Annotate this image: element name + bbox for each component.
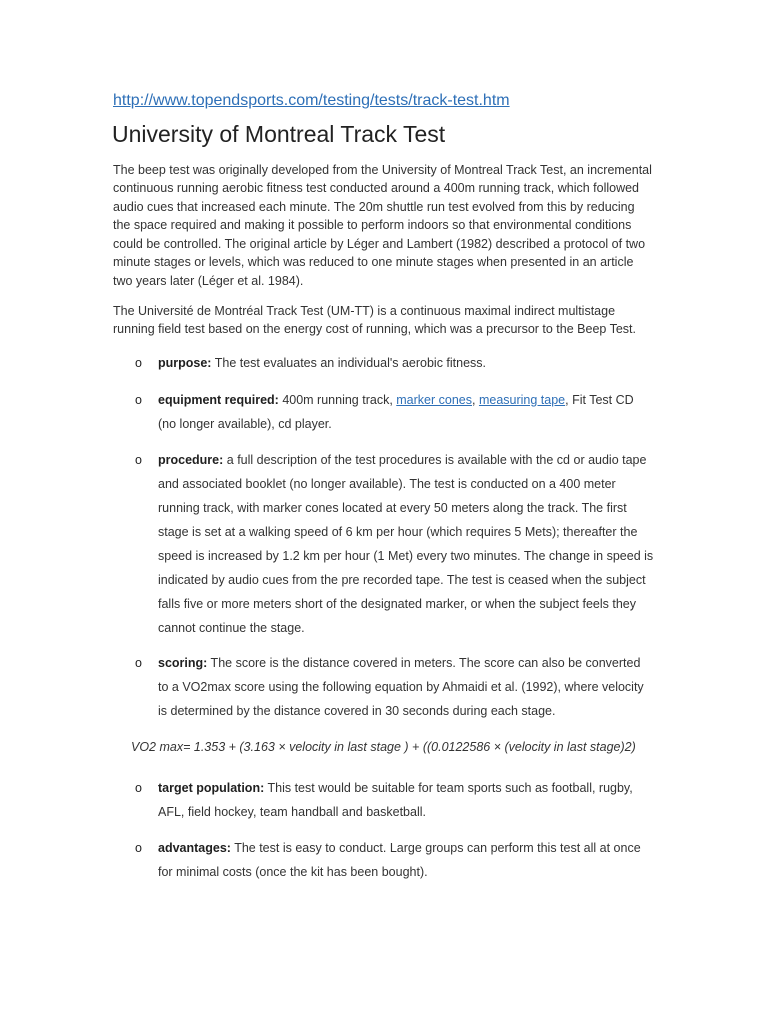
item-text: , Fit Test CD: [565, 393, 634, 407]
list-item-purpose: [135, 351, 755, 375]
intro-paragraph-1: [113, 161, 652, 291]
bullet-marker: o: [135, 841, 142, 855]
bullet-marker: o: [135, 356, 142, 370]
list-item-text: [158, 351, 755, 375]
paragraph-line: The Université de Montréal Track Test (UM-TT) is a continuous maximal indirect multistage: [113, 303, 616, 318]
list-item-line: running track, with marker cones located at every 50 meters along the track. The first: [158, 501, 627, 515]
paragraph-line: The beep test was originally developed from the University of Montreal Track Test, an incremental: [113, 162, 652, 177]
list-item-text: [158, 388, 755, 436]
list-item-scoring: [135, 651, 755, 723]
list-item-line: AFL, field hockey, team handball and basketball.: [158, 805, 426, 819]
paragraph-line: two years later (Léger et al. 1984).: [113, 273, 304, 288]
paragraph-line: continuous running aerobic fitness test conducted around a 400m running track, which followed: [113, 181, 640, 195]
list-item-line: [158, 651, 755, 675]
list-item-text: [158, 651, 755, 723]
list-item-line: (no longer available), cd player.: [158, 417, 332, 431]
measuring-tape-link[interactable]: measuring tape: [478, 393, 566, 407]
list-item-line: falls five or more meters short of the designated marker, or when the subject feels they: [158, 597, 637, 611]
list-item-line: [158, 351, 755, 375]
item-label: equipment required:: [158, 393, 279, 407]
item-label: scoring:: [158, 656, 208, 670]
marker-cones-link[interactable]: marker cones: [396, 393, 472, 407]
list-item-advantages: [135, 836, 755, 884]
intro-paragraph-2: [113, 302, 636, 339]
item-label: target population:: [158, 781, 265, 795]
list-item-text: [158, 776, 755, 824]
source-url-link[interactable]: http://www.topendsports.com/testing/tests/track-test.htm: [113, 92, 510, 109]
list-item-line: [158, 836, 755, 860]
paragraph-line: could be controlled. The original article by Léger and Lambert (1982) described a protocol of two: [113, 236, 646, 251]
paragraph-line: the space required and making it possible to perform indoors so that environmental conditions: [113, 218, 632, 232]
page-title: University of Montreal Track Test: [112, 121, 446, 147]
list-item-line: for minimal costs (once the kit has been bought).: [158, 865, 428, 879]
item-text: The test evaluates an individual's aerobic fitness.: [211, 356, 487, 370]
item-label: purpose:: [158, 356, 212, 370]
list-item-target-population: [135, 776, 755, 824]
bullet-marker: o: [135, 656, 142, 670]
list-item-line: is determined by the distance covered in 30 seconds during each stage.: [158, 704, 556, 718]
list-item-text: [158, 448, 755, 640]
list-item-equipment: [135, 388, 755, 436]
list-item-procedure: [135, 448, 755, 640]
item-text: 400m running track,: [278, 393, 397, 407]
paragraph-line: audio cues that increased each minute. The 20m shuttle run test evolved from this by reducing: [113, 199, 635, 214]
paragraph-line: minute stages or levels, which was reduced to one minute stages when presented in an article: [113, 255, 634, 269]
list-item-text: [158, 836, 755, 884]
vo2max-equation: VO2 max= 1.353 + (3.163 × velocity in last stage ) + ((0.0122586 × (velocity in last stage)2): [131, 740, 636, 754]
bullet-marker: o: [135, 393, 142, 407]
item-text: The score is the distance covered in meters. The score can also be converted: [207, 656, 641, 670]
list-item-line: to a VO2max score using the following equation by Ahmaidi et al. (1992), where velocity: [158, 680, 644, 694]
item-label: procedure:: [158, 453, 224, 467]
item-text: ,: [472, 393, 479, 407]
list-item-line: and associated booklet (no longer available). The test is conducted on a 400 meter: [158, 477, 616, 491]
list-item-line: [158, 388, 755, 412]
item-text: The test is easy to conduct. Large groups can perform this test all at once: [230, 841, 641, 855]
item-label: advantages:: [158, 841, 231, 855]
item-text: This test would be suitable for team sports such as football, rugby,: [264, 781, 633, 795]
item-text: a full description of the test procedures is available with the cd or audio tape: [223, 453, 647, 467]
list-item-line: speed is increased by 1.2 km per hour (1 Met) every two minutes. The change in speed is: [158, 549, 654, 563]
list-item-line: cannot continue the stage.: [158, 621, 305, 635]
bullet-marker: o: [135, 453, 142, 467]
list-item-line: indicated by audio cues from the pre recorded tape. The test is ceased when the subject: [158, 573, 646, 587]
list-item-line: stage is set at a walking speed of 6 km per hour (which requires 5 Mets); thereafter the: [158, 525, 638, 539]
bullet-marker: o: [135, 781, 142, 795]
list-item-line: [158, 776, 755, 800]
paragraph-line: running field test based on the energy cost of running, which was a precursor to the Beep Test.: [113, 322, 636, 336]
list-item-line: [158, 448, 755, 472]
